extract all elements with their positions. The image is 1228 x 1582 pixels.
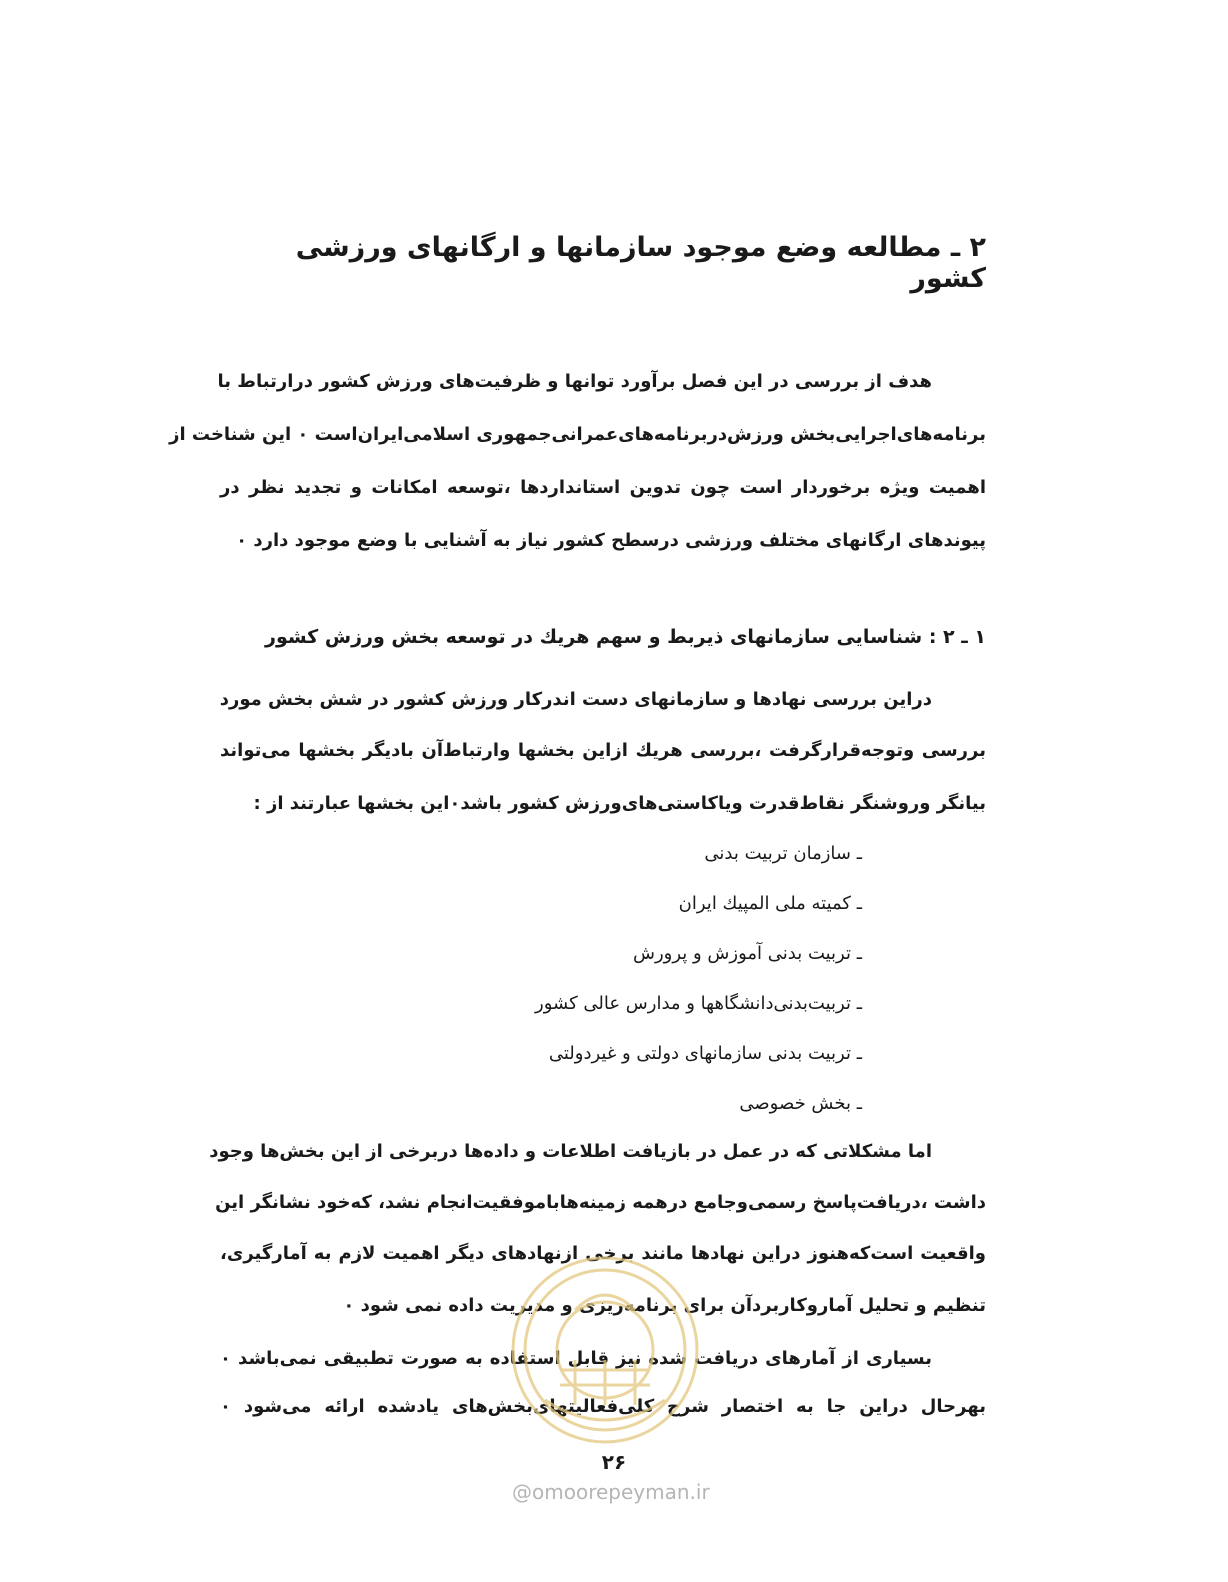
section-line-3: بیانگر وروشنگر نقاط‌قدرت ویاکاستی‌های‌ورزش کشور باشد۰این بخشها عبارتند از :	[253, 793, 986, 814]
intro-line-3: اهمیت ویژه برخوردار است چون تدوین استانداردها ،توسعه امکانات و تجدید نظر در	[220, 477, 986, 498]
watermark-seal	[505, 1250, 705, 1450]
section-line-2: بررسی وتوجه‌قرارگرفت ،بررسی هریك ازاین بخشها وارتباط‌آن بادیگر بخشها می‌تواند	[220, 740, 986, 761]
list-item: ـ تربیت‌بدنی‌دانشگاهها و مدارس عالی کشور	[535, 993, 862, 1014]
list-item: ـ تربیت بدنی آموزش و پرورش	[632, 943, 862, 964]
page-number: ۲۶	[601, 1450, 627, 1474]
problem-line-3: واقعیت است‌که‌هنوز دراین نهادها مانند برخی ازنهادهای دیگر اهمیت لازم به آمارگیری،	[220, 1243, 986, 1264]
sector-list	[342, 838, 862, 1138]
problem-line-1: اما مشکلاتی که در عمل در بازیافت اطلاعات و داده‌ها دربرخی از این بخش‌ها وجود	[209, 1141, 932, 1162]
watermark-site: @omoorepeyman.ir	[512, 1480, 710, 1504]
section-heading: ۱ ـ ۲ : شناسایی سازمانهای ذیربط و سهم هریك در توسعه بخش ورزش کشور	[265, 626, 986, 648]
list-item: ـ تربیت بدنی سازمانهای دولتی و غیردولتی	[548, 1043, 862, 1064]
list-item: ـ سازمان تربیت بدنی	[704, 843, 862, 864]
list-item: ـ کمیته ملی المپیك ایران	[678, 893, 862, 914]
problem-line-4: تنظیم و تحلیل آمارو‌کاربردآن برای برنامه‌ریزی و مدیریت داده نمی شود ۰	[343, 1295, 986, 1316]
problem-line-2: داشت ،دریافت‌پاسخ رسمی‌وجامع درهمه زمینه‌هاباموفقیت‌انجام نشد، که‌خود نشانگر این	[215, 1192, 986, 1213]
list-item: ـ بخش خصوصی	[739, 1093, 862, 1114]
section-line-1: دراین بررسی نهادها و سازمانهای دست اندرکار ورزش کشور در شش بخش مورد	[219, 689, 932, 710]
problem-line-5: بسیاری از آمارهای دریافت شده نیز قابل استفاده به صورت تطبیقی نمی‌باشد ۰	[220, 1348, 932, 1369]
intro-line-4: پیوندهای ارگانهای مختلف ورزشی درسطح کشور نیاز به آشنایی با وضع موجود دارد ۰	[236, 530, 986, 551]
problem-line-6: بهرحال دراین جا به اختصار شرح کلی‌فعالیتهای‌بخش‌های یادشده ارائه می‌شود ۰	[220, 1396, 986, 1417]
intro-line-1: هدف از بررسی در این فصل برآورد توانها و ظرفیت‌های ورزش کشور درارتباط با	[217, 371, 932, 392]
intro-line-2: برنامه‌های‌اجرایی‌بخش ورزش‌دربرنامه‌های‌عمرانی‌جمهوری اسلامی‌ایران‌است ۰ این شناخت از	[169, 424, 986, 445]
chapter-title: ۲ ـ مطالعه وضع موجود سازمانها و ارگانهای ورزشی کشور	[295, 232, 986, 294]
